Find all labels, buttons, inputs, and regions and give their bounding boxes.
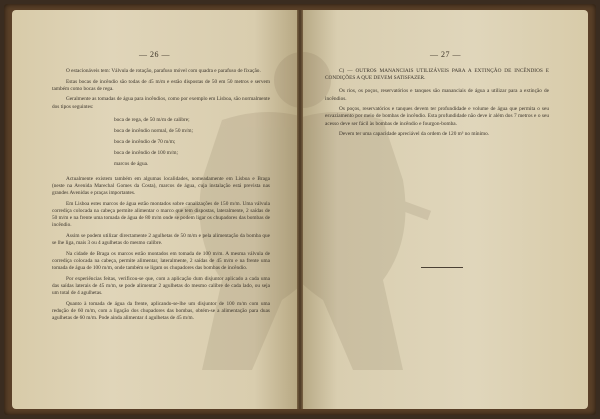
list-item: boca de incêndio de 100 m/m;	[114, 149, 178, 156]
paragraph: Assim se podem utilizar directamente 2 agulhetas de 50 m/m e pela alimentação da bomba que se lhe liga, mais 3 ou 4 agulhetas do mesmo calibre.	[52, 233, 270, 247]
section-heading	[325, 68, 549, 82]
page-number: — 27 —	[430, 50, 461, 59]
list-item: boca de rega, de 50 m/m de calibre;	[114, 116, 190, 123]
paragraph: Os poços, reservatórios e tanques devem ter profundidade e volume de água que permita o seu esvaziamento por meio de bombas de incêndio. Esta profundidade não deve ir além dos 7 metros e o seu acesso deve ser fácil às bombas de incêndio e fourgon-bomba.	[325, 106, 549, 127]
paragraph: Geralmente as tomadas de água para incêndios, como por exemplo em Lisboa, são normalmente dos tipos seguintes:	[52, 96, 271, 110]
page-number: — 26 —	[139, 50, 170, 59]
paragraph: Actualmente existem também em algumas localidades, nomeadamente em Lisboa e Braga (neste na Avenida Marechal Gomes da Costa), marcos de água, cuja instalação está prevista nas grandes Avenidas e praças importantes.	[52, 175, 270, 197]
paragraph: Na cidade de Braga os marcos estão montados em tomada de 100 m/m. A mesma válvula de corrediça colocada na cabeça, permite alimentar, lateralmente, 2 saídas de 45 m/m e na frente uma tomada de água de 100 m/m, onde também se ligam os chupadores das bombas de incêndio.	[52, 250, 270, 272]
paragraph: Estas bocas de incêndio são todas de 45 m/m e estão dispostas de 50 em 50 metros e servem também como bocas de rega.	[52, 78, 270, 92]
paragraph: Devem ter uma capacidade apreciável da ordem de 120 m³ no mínimo.	[339, 131, 490, 138]
list-item: boca de incêndio de 70 m/m;	[114, 138, 176, 145]
paragraph: Os rios, os poços, reservatórios e tanques são mananciais de água a utilizar para a extinção de incêndios.	[325, 88, 549, 102]
book	[4, 4, 596, 415]
right-page	[303, 10, 588, 409]
left-page	[12, 10, 297, 409]
left-page-body	[52, 68, 270, 326]
section-label: C) —	[339, 68, 353, 74]
end-rule	[421, 267, 463, 268]
hydrant-types-list	[114, 115, 270, 170]
section-title: OUTROS MANANCIAIS UTILIZÁVEIS PARA A EXTINÇÃO DE INCÊNDIOS E CONDIÇÕES A QUE DEVEM SATISFAZER.	[325, 68, 549, 82]
paragraph: Em Lisboa estes marcos de água estão montados sobre canalizações de 150 m/m. Uma válvula corrediça colocada na cabeça permite alimentar o marco que tem dispostas, lateralmente, 2 saídas de 50 m/m e na frente uma tomada de água de 80 m/m onde se podem ligar os chupadores das bombas de incêndio.	[52, 200, 270, 229]
paragraph: O estacionáveis tem: Válvula de rotação, parafuso móvel com quadra e parafuso de fixação.	[66, 68, 261, 74]
right-page-body	[325, 68, 549, 142]
paragraph: Por experiências feitas, verificou-se que, com a aplicação dum disjuntor aplicado a cada uma das saídas laterais de 45 m/m, se pode alimentar 2 agulhetas do mesmo calibre de cada lado, ou seja um total de 4 agulhetas.	[52, 275, 270, 297]
list-item: boca de incêndio normal, de 50 m/m;	[114, 127, 193, 134]
list-item: marcos de água.	[114, 160, 149, 167]
paragraph: Quanto à tomada de água da frente, aplicando-se-lhe um disjuntor de 100 m/m com uma redução de 60 m/m, com a ligação dos chupadores das bombas, obtém-se a alimentação para duas agulhetas de 60 m/m. Pode ainda alimentar 4 agulhetas de 45 m/m.	[52, 300, 270, 322]
